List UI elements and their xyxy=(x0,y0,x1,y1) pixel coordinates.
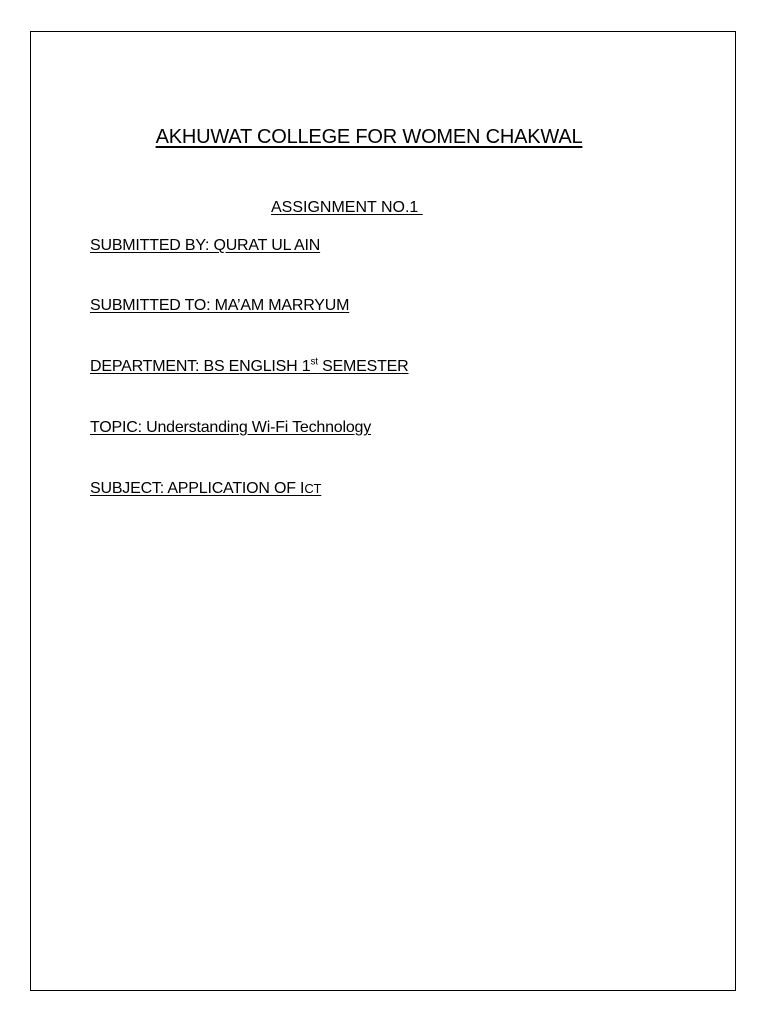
submitted-to-line: SUBMITTED TO: MA’AM MARRYUM xyxy=(90,297,350,314)
page-border xyxy=(30,31,736,991)
assignment-number: ASSIGNMENT NO.1 xyxy=(271,199,423,216)
college-title: AKHUWAT COLLEGE FOR WOMEN CHAKWAL xyxy=(155,126,583,148)
department-suffix: SEMESTER xyxy=(317,358,409,375)
topic-line: TOPIC: Understanding Wi-Fi Technology xyxy=(90,419,372,436)
subject-line xyxy=(90,480,321,498)
department-line xyxy=(90,358,409,376)
department-superscript: st xyxy=(310,356,318,368)
submitted-by-line: SUBMITTED BY: QURAT UL AIN xyxy=(90,237,321,254)
subject-prefix: SUBJECT: APPLICATION OF I xyxy=(90,480,305,497)
subject-small-caps: CT xyxy=(304,481,322,496)
department-prefix: DEPARTMENT: BS ENGLISH 1 xyxy=(90,358,311,375)
